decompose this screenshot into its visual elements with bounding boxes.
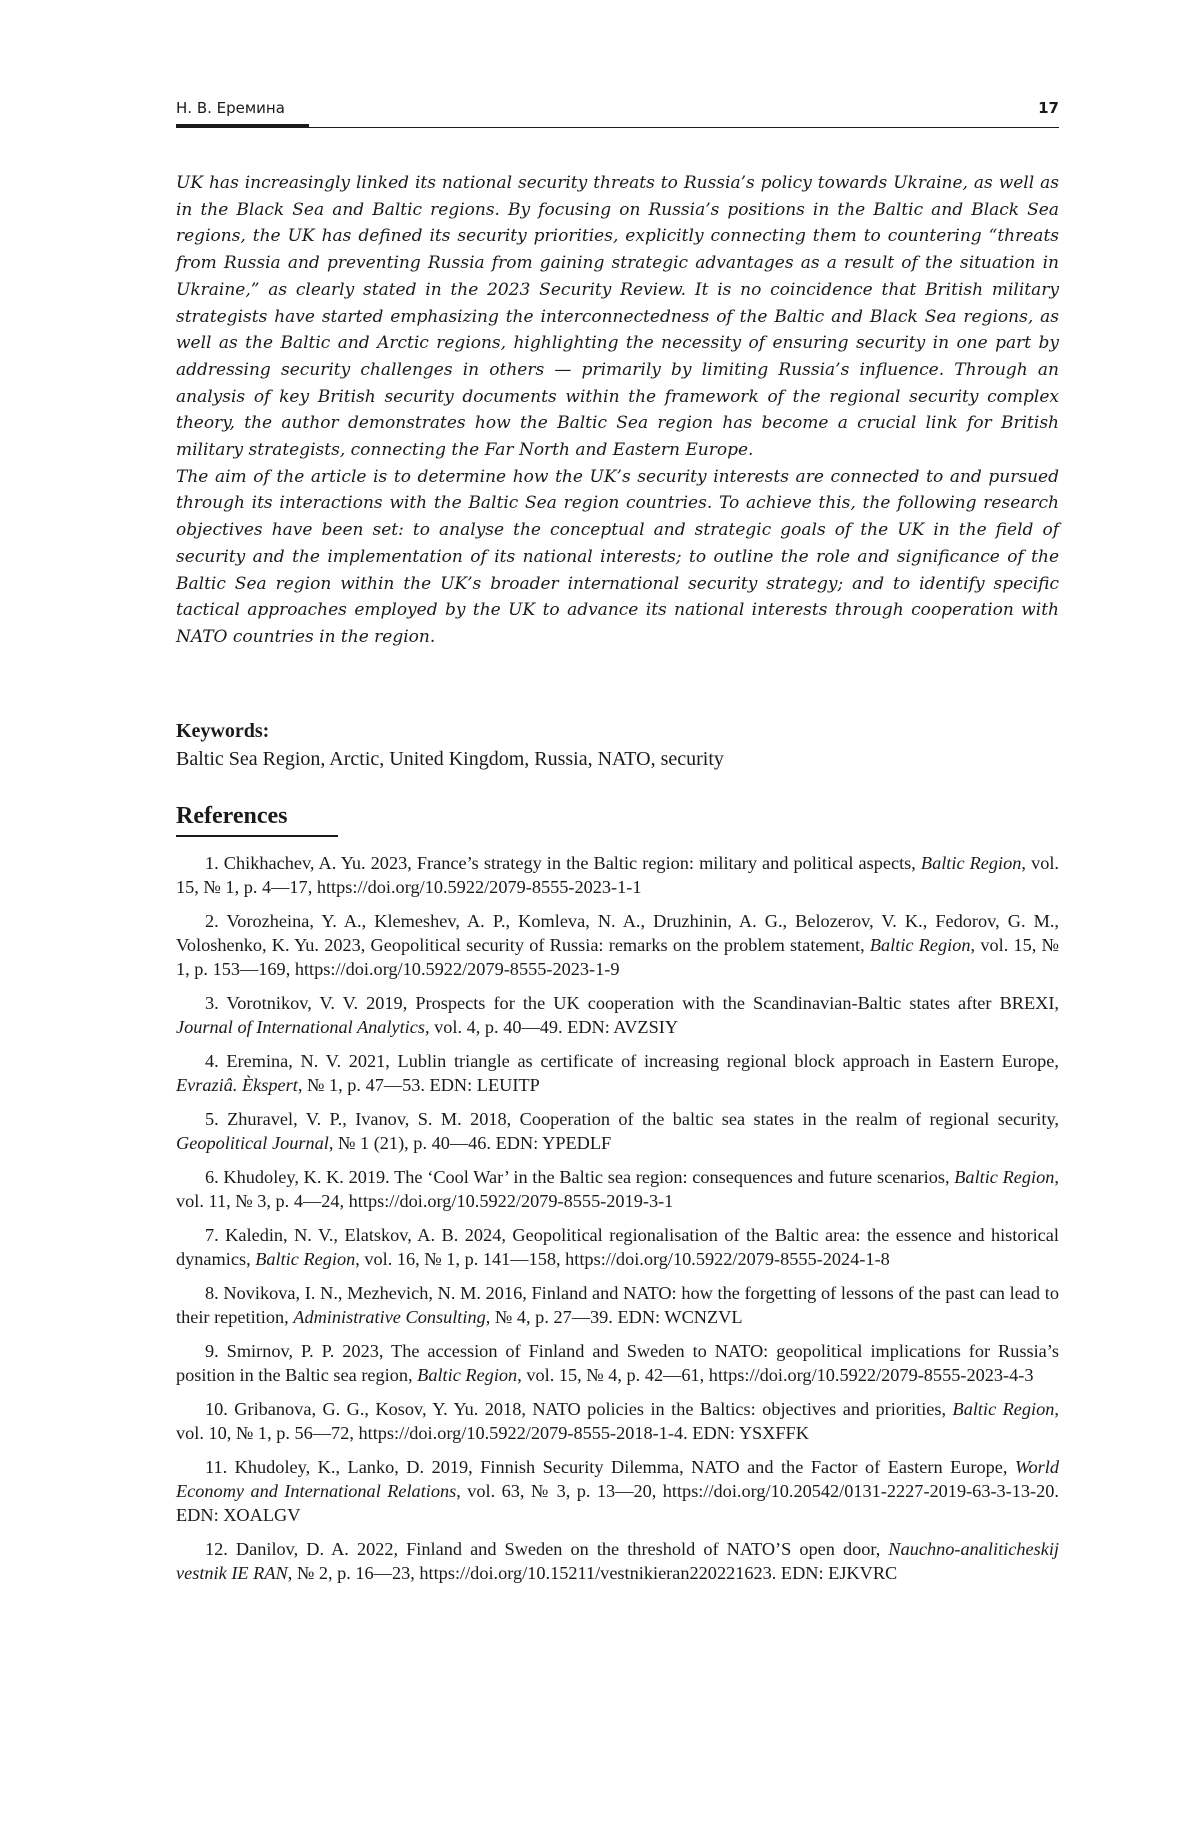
reference-details: , № 4, p. 27—39. EDN: WCNZVL (485, 1307, 743, 1327)
references-heading-underline (176, 835, 338, 837)
reference-source: Baltic Region (920, 853, 1022, 873)
reference-text: 8. Novikova, I. N., Mezhevich, N. M. 2016, Finland and NATO: how the forgetting of lessons of the past can lead to their repetition, (176, 1283, 1059, 1327)
reference-details: , vol. 15, № 4, p. 42—61, https://doi.org/10.5922/2079-8555-2023-4-3 (517, 1365, 1034, 1385)
reference-details: , vol. 15, № 1, p. 4—17, https://doi.org/10.5922/2079-8555-2023-1-1 (176, 853, 1059, 897)
reference-details: , vol. 63, № 3, p. 13—20, https://doi.org/10.20542/0131-2227-2019-63-3-13-20. EDN: XOALGV (176, 1481, 1059, 1525)
reference-text: 7. Kaledin, N. V., Elatskov, A. B. 2024, Geopolitical regionalisation of the Baltic area: the essence and historical dynamics, (176, 1225, 1059, 1269)
abstract (176, 170, 1059, 651)
reference-source: Baltic Region (869, 935, 971, 955)
reference-details: , vol. 4, p. 40—49. EDN: AVZSIY (424, 1017, 679, 1037)
reference-details: , № 2, p. 16—23, https://doi.org/10.15211/vestnikieran220221623. EDN: EJKVRC (287, 1563, 898, 1583)
reference-details: , № 1 (21), p. 40—46. EDN: YPEDLF (328, 1133, 612, 1153)
reference-source: Baltic Region (255, 1249, 356, 1269)
reference-item (176, 1107, 1059, 1155)
reference-text: 2. Vorozheina, Y. A., Klemeshev, A. P., Komleva, N. A., Druzhinin, A. G., Belozerov, V. K., Fedorov, G. M., Voloshenko, K. Yu. 2023, Geopolitical security of Russia: remarks on the problem statement, (176, 911, 1059, 955)
reference-item (176, 1049, 1059, 1097)
reference-text: 6. Khudoley, K. K. 2019. The ‘Cool War’ in the Baltic sea region: consequences and future scenarios, (205, 1167, 955, 1187)
reference-source: Nauchno-analiticheskij vestnik IE RAN (176, 1539, 1059, 1583)
running-header (176, 99, 1059, 121)
reference-text: 1. Chikhachev, A. Yu. 2023, France’s strategy in the Baltic region: military and political aspects, (205, 853, 921, 873)
reference-text: 10. Gribanova, G. G., Kosov, Y. Yu. 2018, NATO policies in the Baltics: objectives and priorities, (205, 1399, 953, 1419)
reference-text: 5. Zhuravel, V. P., Ivanov, S. M. 2018, Cooperation of the baltic sea states in the realm of regional security, (205, 1109, 1059, 1129)
abstract-paragraph: UK has increasingly linked its national security threats to Russia’s policy towards Ukraine, as well as in the Black Sea and Baltic regions. By focusing on Russia’s positions in the Baltic and Black Sea regions, the UK has defined its security priorities, explicitly connecting them to countering “threats from Russia and preventing Russia from gaining strategic advantages as a result of the situation in Ukraine,” as clearly stated in the 2023 Security Review. It is no coincidence that British military strategists have started emphasizing the interconnectedness of the Baltic and Black Sea regions, as well as the Baltic and Arctic regions, highlighting the necessity of ensuring security in one part by addressing security challenges in others — primarily by limiting Russia’s influence. Through an analysis of key British security documents within the framework of the regional security complex theory, the author demonstrates how the Baltic Sea region has become a crucial link for British military strategists, connecting the Far North and Eastern Europe. (176, 173, 1059, 461)
reference-source: Baltic Region (954, 1167, 1055, 1187)
reference-item (176, 1455, 1059, 1527)
reference-item (176, 1537, 1059, 1585)
reference-text: 11. Khudoley, K., Lanko, D. 2019, Finnish Security Dilemma, NATO and the Factor of Eastern Europe, (205, 1457, 1015, 1477)
reference-source: Journal of International Analytics (176, 1017, 425, 1037)
reference-text: 12. Danilov, D. A. 2022, Finland and Sweden on the threshold of NATO’S open door, (205, 1539, 889, 1559)
abstract-paragraph: The aim of the article is to determine how the UK’s security interests are connected to and pursued through its interactions with the Baltic Sea region countries. To achieve this, the following research objectives have been set: to analyse the conceptual and strategic goals of the UK in the field of security and the implementation of its national interests; to outline the role and significance of the Baltic Sea region within the UK’s broader international security strategy; and to identify specific tactical approaches employed by the UK to advance its national interests through cooperation with NATO countries in the region. (176, 466, 1059, 647)
reference-item (176, 909, 1059, 981)
reference-source: World Economy and International Relations (176, 1457, 1059, 1501)
reference-source: Evraziâ. Èkspert (176, 1075, 298, 1095)
header-rule (176, 127, 1059, 128)
reference-text: 9. Smirnov, P. P. 2023, The accession of Finland and Sweden to NATO: geopolitical implications for Russia’s position in the Baltic sea region, (176, 1341, 1059, 1385)
references-heading: References (176, 803, 288, 829)
reference-item (176, 1281, 1059, 1329)
reference-item (176, 991, 1059, 1039)
header-author: Н. В. Еремина (176, 99, 285, 117)
reference-item (176, 1339, 1059, 1387)
reference-details: , vol. 11, № 3, p. 4—24, https://doi.org/10.5922/2079-8555-2019-3-1 (176, 1167, 1059, 1211)
reference-source: Baltic Region (952, 1399, 1055, 1419)
reference-text: 3. Vorotnikov, V. V. 2019, Prospects for the UK cooperation with the Scandinavian-Baltic states after BREXI, (205, 993, 1059, 1013)
reference-details: , vol. 10, № 1, p. 56—72, https://doi.org/10.5922/2079-8555-2018-1-4. EDN: YSXFFK (176, 1399, 1059, 1443)
reference-item (176, 1165, 1059, 1213)
reference-item (176, 1397, 1059, 1445)
reference-item (176, 1223, 1059, 1271)
keywords-list: Baltic Sea Region, Arctic, United Kingdom, Russia, NATO, security (176, 748, 724, 770)
reference-item (176, 851, 1059, 899)
reference-source: Baltic Region (417, 1365, 518, 1385)
reference-details: , vol. 16, № 1, p. 141—158, https://doi.org/10.5922/2079-8555-2024-1-8 (355, 1249, 890, 1269)
reference-source: Geopolitical Journal (176, 1133, 329, 1153)
page-number: 17 (1038, 99, 1059, 117)
references-list (176, 851, 1059, 1595)
reference-text: 4. Eremina, N. V. 2021, Lublin triangle as certificate of increasing regional block approach in Eastern Europe, (205, 1051, 1059, 1071)
keywords-section (176, 717, 1059, 773)
reference-details: , № 1, p. 47—53. EDN: LEUITP (297, 1075, 540, 1095)
reference-details: , vol. 15, № 1, p. 153—169, https://doi.org/10.5922/2079-8555-2023-1-9 (176, 935, 1059, 979)
keywords-title: Keywords: (176, 720, 270, 742)
reference-source: Administrative Consulting (293, 1307, 486, 1327)
